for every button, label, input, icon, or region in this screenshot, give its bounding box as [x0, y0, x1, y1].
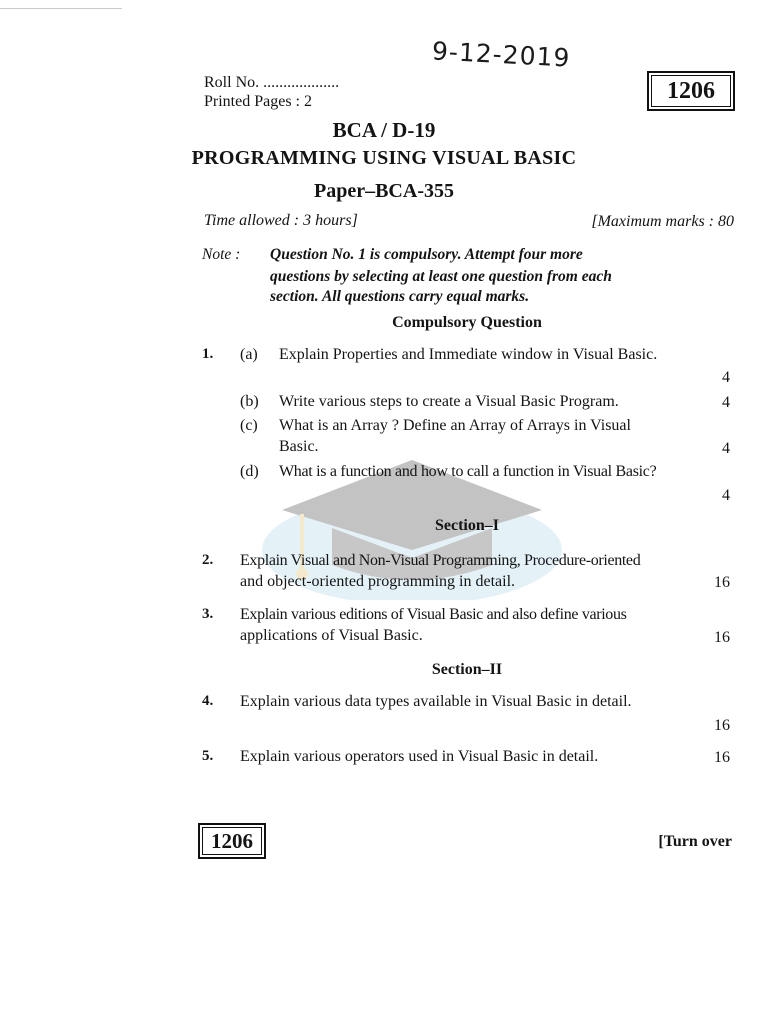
question-text: Explain various operators used in Visual Basic in detail. [240, 748, 599, 765]
scan-edge-line [0, 8, 122, 9]
part-label: (d) [240, 463, 259, 480]
paper-code: 1206 [667, 77, 715, 104]
marks: 4 [722, 440, 730, 457]
maximum-marks: [Maximum marks : 80 [591, 213, 734, 230]
question-text: Explain Visual and Non-Visual Programming, Procedure-oriented [240, 552, 641, 569]
question-text: and object-oriented programming in detail. [240, 573, 516, 590]
section-2-heading: Section–II [431, 661, 503, 678]
question-number: 3. [202, 606, 214, 622]
marks: 4 [722, 394, 730, 411]
question-number: 4. [202, 693, 214, 709]
question-text: applications of Visual Basic. [240, 627, 423, 644]
marks: 4 [722, 369, 730, 386]
footer-paper-code: 1206 [211, 828, 253, 853]
note-label: Note : [202, 246, 241, 263]
roll-number-field: Roll No. ................... [204, 74, 340, 91]
exam-title: BCA / D-19 [332, 118, 436, 142]
turn-over-label: [Turn over [658, 833, 732, 850]
question-number: 5. [202, 748, 214, 764]
marks: 16 [714, 629, 730, 646]
question-text: Basic. [279, 438, 319, 455]
subject-title: PROGRAMMING USING VISUAL BASIC [191, 147, 577, 169]
question-number: 2. [202, 552, 214, 568]
paper-title: Paper–BCA-355 [314, 180, 454, 202]
compulsory-heading: Compulsory Question [392, 314, 542, 331]
paper-code-box [647, 71, 735, 111]
question-text: Explain various data types available in Visual Basic in detail. [240, 693, 632, 710]
question-text: What is a function and how to call a function in Visual Basic? [279, 463, 657, 480]
handwritten-date: 9-12-2019 [431, 36, 572, 73]
question-text: Explain Properties and Immediate window in Visual Basic. [279, 346, 658, 363]
marks: 4 [722, 487, 730, 504]
time-allowed: Time allowed : 3 hours] [204, 212, 358, 229]
question-number: 1. [202, 346, 214, 362]
note-line-2: questions by selecting at least one question from each [270, 268, 612, 285]
footer-code-box [198, 823, 266, 859]
question-text: Write various steps to create a Visual Basic Program. [279, 393, 619, 410]
printed-pages: Printed Pages : 2 [204, 93, 312, 110]
note-line-1: Question No. 1 is compulsory. Attempt four more [270, 246, 583, 263]
note-line-3: section. All questions carry equal marks. [270, 288, 530, 305]
question-text: Explain various editions of Visual Basic and also define various [240, 606, 627, 623]
part-label: (a) [240, 346, 258, 363]
section-1-heading: Section–I [435, 517, 499, 534]
marks: 16 [714, 574, 730, 591]
question-text: What is an Array ? Define an Array of Arrays in Visual [279, 417, 631, 434]
marks: 16 [714, 749, 730, 766]
marks: 16 [714, 717, 730, 734]
part-label: (c) [240, 417, 258, 434]
part-label: (b) [240, 393, 259, 410]
